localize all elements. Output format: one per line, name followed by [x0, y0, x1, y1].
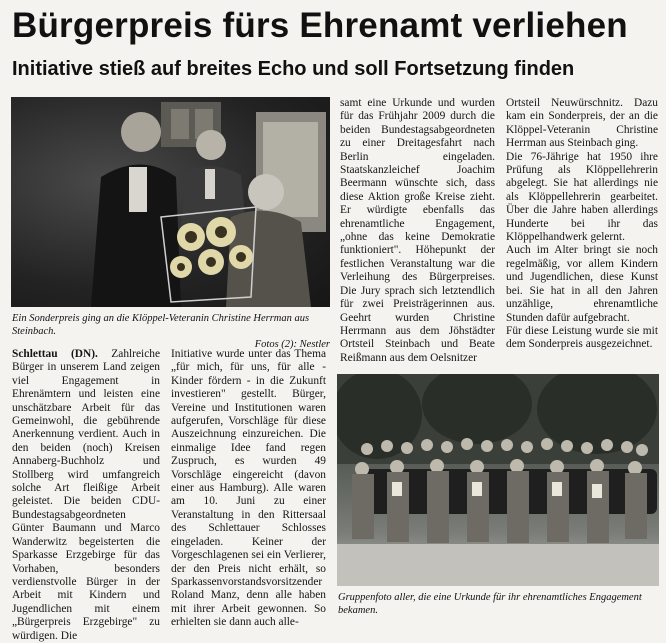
- article-column-4-paragraph-3: Auch im Alter bringt sie noch regelmäßig, vor allem Kindern und Jugendlichen, diese Kunst bei. Sie hat in all den Jahren unzählige, ehrenamtliche Stunden dafür aufgebracht.: [506, 244, 658, 324]
- article-column-4-paragraph-1: Ortsteil Neuwürschnitz. Dazu kam ein Sonderpreis, der an die Klöppel-Veteranin Christine Herrman aus Steinbach ging.: [506, 97, 658, 150]
- award-photo-caption: [12, 312, 330, 351]
- group-photo-caption: Gruppenfoto aller, die eine Urkunde für ihr ehrenamtliches Engagement bekamen.: [338, 592, 642, 616]
- award-photo: [11, 97, 330, 307]
- subheadline: Initiative stieß auf breites Echo und soll Fortsetzung finden: [12, 58, 575, 80]
- award-photo-illustration: [11, 97, 330, 307]
- article-column-3: [340, 97, 495, 365]
- group-photo-illustration: [337, 374, 659, 586]
- photo-credit: Fotos (2): Nestler: [254, 339, 330, 350]
- article-column-2: [171, 348, 326, 630]
- article-column-1-text: Zahlreiche Bürger in unserem Land zeigen viel Engagement in Ehrenämtern und leisten eine unschätzbare Arbeit für das Gemeinwohl, die gebührende Anerkennung verdient. Auch in den beiden (noch) Kreisen Annaberg-Buchholz und Stollberg wird umfangreich solche Art fleißige Arbeit geleistet. Die beiden CDU-Bundestagsabgeordneten Günter Baumann und Marco Wanderwitz begeisterten die Sparkasse Erzgebirge für das Vorhaben, besonders verdienstvolle Bürger in der Arbeit mit Kindern und Jugendlichen mit einem „Bürgerpreis Erzgebirge" zu würdigen. Die: [12, 348, 160, 642]
- article-column-4: [506, 97, 658, 352]
- headline: Bürgerpreis fürs Ehrenamt verliehen: [12, 6, 628, 45]
- article-column-4-paragraph-4: Für diese Leistung wurde sie mit dem Sonderpreis ausgezeichnet.: [506, 324, 658, 351]
- article-column-2-text: Initiative wurde unter das Thema „für mich, für uns, für alle - Kinder fördern - in die Zukunft investieren" gestellt. Bürger, Vereine und Institutionen waren aufgerufen, Vorschläge für diese Auszeichnung einzureichen. Die einmalige Idee fand regen Zuspruch, es wurden 49 Vorschläge eingereicht (davon einer aus Hamburg). Alle waren am 10. Juni zu einer Veranstaltung in den Rittersaal des Schlettauer Schlosses eingeladen. Keiner der Vorgeschlagenen sei ein Verlierer, der den Preis nicht erhält, so Sparkassenvorstandsvorsitzender Roland Manz, denn alle haben mit ihrer Arbeit gewonnen. So erhielten sie dann auch alle-: [171, 348, 326, 629]
- article-column-3-text: samt eine Urkunde und wurden für das Frühjahr 2009 durch die beiden Bundestagsabgeordneten zu einer Dreitagesfahrt nach Berlin eingeladen. Staatskanzleichef Joachim Beermann wünschte sich, dass diese Aktion große Kreise zieht. Er würdigte ebenfalls das ehrenamtliche Engagement, „ohne das keine Demokratie funktioniert". Höhepunkt der festlichen Veranstaltung war die Verleihung des Bürgerpreises. Die Jury sprach sich letztendlich für zwei Preisträgerinnen aus. Geehrt wurden Christine Herrmann aus dem Jöhstädter Ortsteil Steinbach und Beate Reißmann aus dem Oelsnitzer: [340, 97, 495, 364]
- dateline: Schlettau (DN).: [12, 348, 98, 360]
- award-photo-caption-text: Ein Sonderpreis ging an die Klöppel-Veteranin Christine Herrman aus Steinbach.: [12, 313, 310, 337]
- article-column-4-paragraph-2: Die 76-Jährige hat 1950 ihre Prüfung als Klöppellehrerin abgelegt. Sie hat allerdings nie als Klöppellehrerin gearbeitet. Über die Jahre haben allerdings Hunderte bei ihr das Klöppelhandwerk gelernt.: [506, 150, 658, 244]
- article-column-1: [12, 348, 160, 643]
- group-photo: [337, 374, 659, 586]
